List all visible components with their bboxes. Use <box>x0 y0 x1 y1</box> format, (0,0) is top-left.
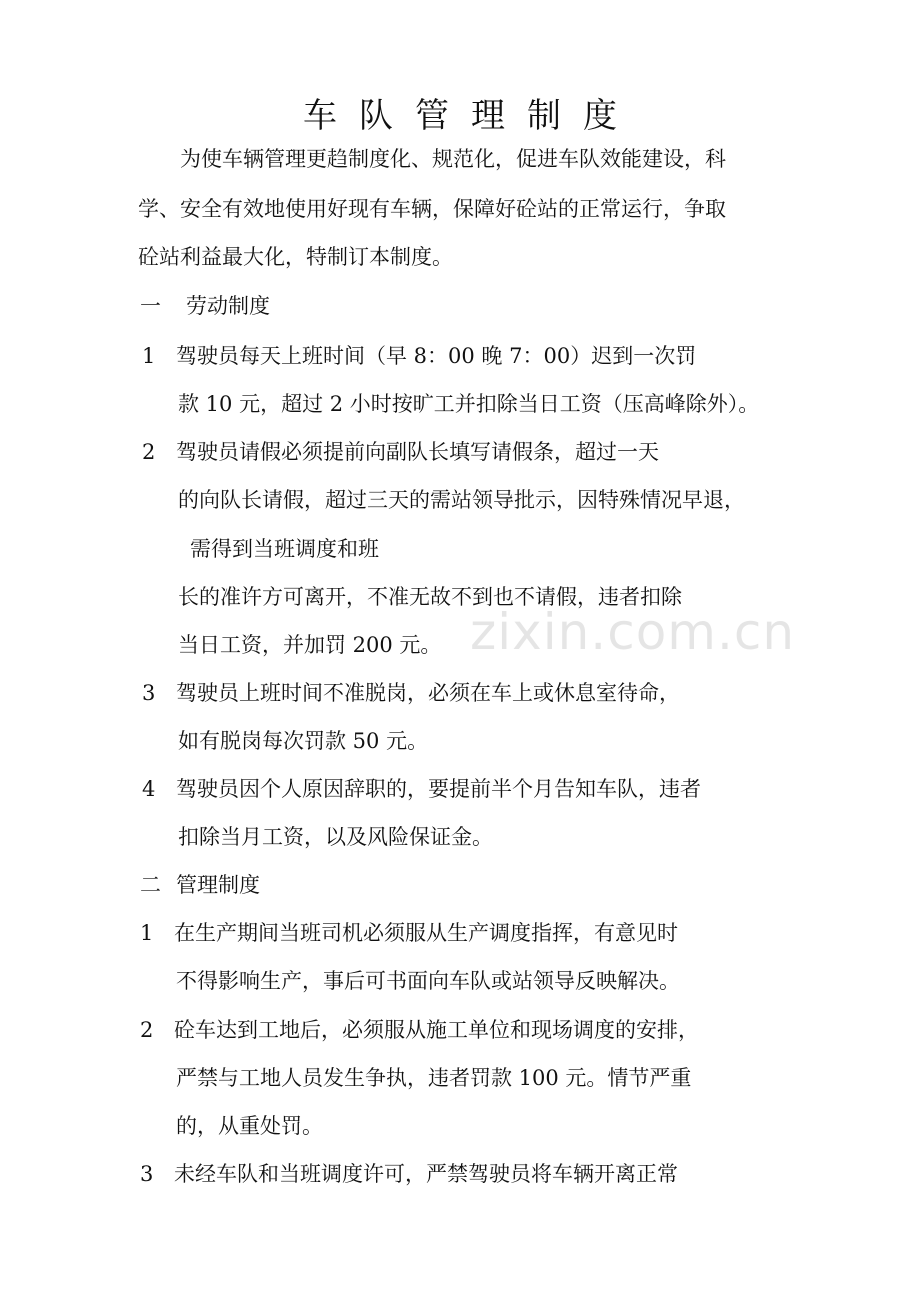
section-1-item-2-line-3: 需得到当班调度和班 <box>190 537 379 561</box>
section-2-item-2-number: 2 <box>140 1018 154 1042</box>
section-1-item-1-number: 1 <box>142 344 156 368</box>
section-1-item-2-line-5: 当日工资，并加罚 200 元。 <box>178 633 442 657</box>
section-2-item-2-line-1: 砼车达到工地后，必须服从施工单位和现场调度的安排， <box>174 1018 699 1042</box>
watermark-text: zixin.com.cn <box>470 603 796 661</box>
section-2-item-3-line-1: 未经车队和当班调度许可，严禁驾驶员将车辆开离正常 <box>174 1162 678 1186</box>
section-1-item-2-line-2: 的向队长请假，超过三天的需站领导批示，因特殊情况早退， <box>178 488 745 512</box>
document-title: 车队管理制度 <box>303 96 639 136</box>
section-2-item-2-line-2: 严禁与工地人员发生争执，违者罚款 100 元。情节严重 <box>176 1066 692 1090</box>
intro-line-2: 学、安全有效地使用好现有车辆，保障好砼站的正常运行，争取 <box>138 197 726 221</box>
section-2-number: 二 <box>140 873 161 897</box>
section-2-item-1-line-2: 不得影响生产，事后可书面向车队或站领导反映解决。 <box>176 969 680 993</box>
section-2-item-2-line-3: 的，从重处罚。 <box>176 1114 323 1138</box>
section-1-item-3-line-1: 驾驶员上班时间不准脱岗，必须在车上或休息室待命， <box>176 681 680 705</box>
section-1-item-3-number: 3 <box>142 681 156 705</box>
section-1-item-4-number: 4 <box>142 777 156 801</box>
section-2-item-1-line-1: 在生产期间当班司机必须服从生产调度指挥，有意见时 <box>174 921 678 945</box>
section-2-item-1-number: 1 <box>140 921 154 945</box>
section-1-item-2-line-1: 驾驶员请假必须提前向副队长填写请假条，超过一天 <box>176 440 659 464</box>
section-1-item-2-line-4: 长的准许方可离开，不准无故不到也不请假，违者扣除 <box>178 585 682 609</box>
section-1-item-2-number: 2 <box>142 440 156 464</box>
section-1-item-3-line-2: 如有脱岗每次罚款 50 元。 <box>178 729 429 753</box>
section-1-item-1-line-2: 款 10 元，超过 2 小时按旷工并扣除当日工资（压高峰除外）。 <box>178 392 760 416</box>
section-1-heading: 劳动制度 <box>186 294 270 318</box>
section-1-number: 一 <box>140 294 161 318</box>
section-1-item-4-line-1: 驾驶员因个人原因辞职的，要提前半个月告知车队，违者 <box>176 777 701 801</box>
section-1-item-1-line-1: 驾驶员每天上班时间（早 8：00 晚 7：00）迟到一次罚 <box>176 344 697 368</box>
intro-line-1: 为使车辆管理更趋制度化、规范化，促进车队效能建设，科 <box>180 147 726 171</box>
section-2-item-3-number: 3 <box>140 1162 154 1186</box>
section-2-heading: 管理制度 <box>176 873 260 897</box>
intro-line-3: 砼站利益最大化，特制订本制度。 <box>138 245 453 269</box>
section-1-item-4-line-2: 扣除当月工资，以及风险保证金。 <box>178 825 493 849</box>
